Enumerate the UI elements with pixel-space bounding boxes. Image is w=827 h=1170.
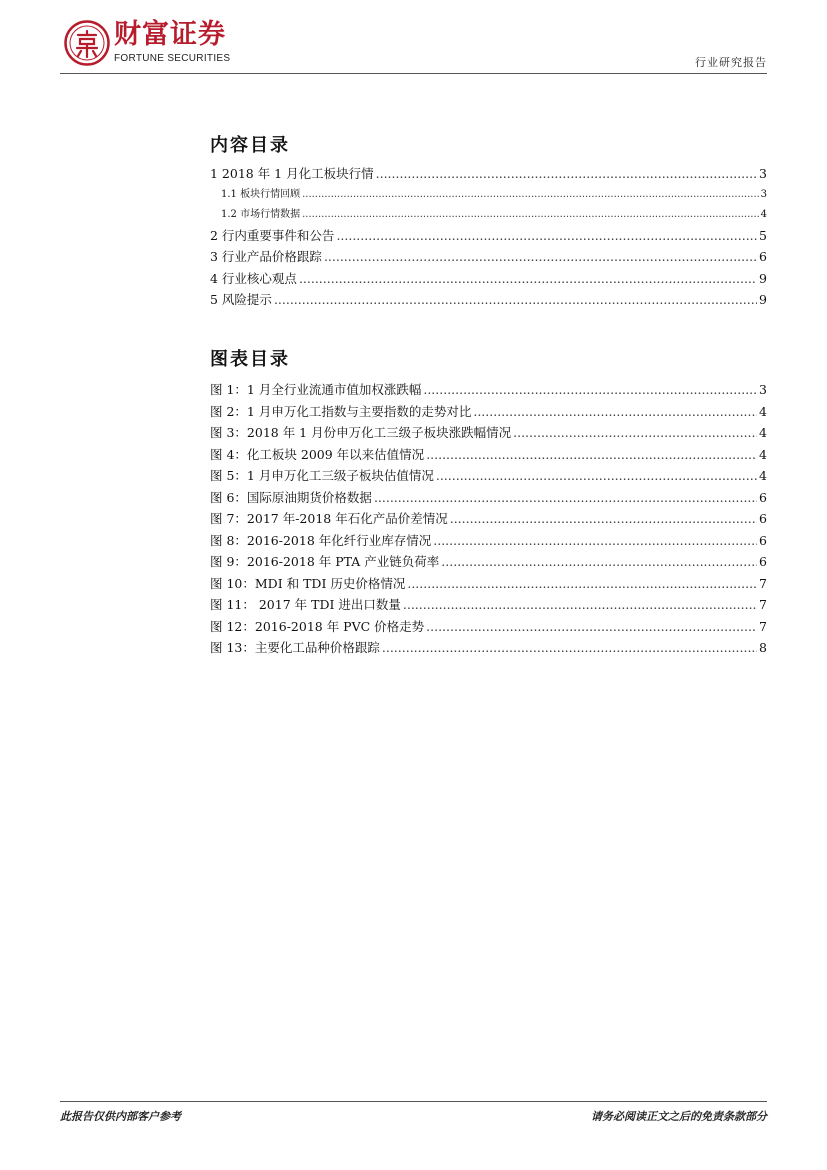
footer-internal-notice: 此报告仅供内部客户参考 bbox=[60, 1110, 181, 1123]
dot-leader bbox=[302, 205, 759, 225]
toc-entry-title: 图 1：1 月全行业流通市值加权涨跌幅 bbox=[210, 382, 422, 397]
dot-leader bbox=[450, 508, 757, 530]
dot-leader bbox=[382, 637, 757, 659]
toc-entry-title: 5 风险提示 bbox=[210, 292, 272, 307]
logo-chinese-name: 财富证券 bbox=[114, 19, 226, 50]
toc-entry-title: 图 3：2018 年 1 月份申万化工三级子板块涨跌幅情况 bbox=[210, 425, 512, 440]
toc-entry[interactable] bbox=[210, 289, 767, 311]
dot-leader bbox=[426, 616, 757, 638]
figures-section bbox=[210, 346, 767, 659]
toc-entry[interactable] bbox=[210, 444, 767, 466]
contents-section bbox=[210, 132, 767, 311]
toc-entry[interactable] bbox=[210, 487, 767, 509]
toc-entry-page: 3 bbox=[760, 188, 767, 200]
dot-leader bbox=[376, 163, 757, 185]
footer-disclaimer-notice: 请务必阅读正文之后的免责条款部分 bbox=[591, 1110, 767, 1123]
toc-entry-title: 3 行业产品价格跟踪 bbox=[210, 249, 322, 264]
toc-entry[interactable] bbox=[210, 616, 767, 638]
toc-entry[interactable] bbox=[210, 163, 767, 185]
toc-entry-page: 9 bbox=[759, 270, 767, 286]
contents-list bbox=[210, 163, 767, 311]
toc-entry[interactable] bbox=[210, 465, 767, 487]
contents-title: 内容目录 bbox=[210, 135, 290, 156]
toc-entry-page: 6 bbox=[759, 489, 767, 505]
dot-leader bbox=[436, 465, 757, 487]
toc-entry-page: 4 bbox=[759, 446, 767, 462]
toc-entry-page: 8 bbox=[759, 640, 767, 655]
toc-entry-page: 7 bbox=[759, 575, 767, 591]
toc-entry[interactable] bbox=[210, 637, 767, 659]
toc-entry-page: 3 bbox=[759, 166, 767, 181]
toc-entry-page: 7 bbox=[759, 597, 767, 612]
toc-entry-page: 4 bbox=[759, 425, 767, 440]
dot-leader bbox=[324, 246, 757, 268]
toc-entry-title: 图 8：2016-2018 年化纤行业库存情况 bbox=[210, 532, 432, 548]
toc-entry-title: 1.2 市场行情数据 bbox=[221, 208, 301, 220]
dot-leader bbox=[433, 530, 757, 552]
toc-entry-title: 图 13：主要化工品种价格跟踪 bbox=[210, 640, 380, 655]
dot-leader bbox=[274, 289, 757, 311]
toc-entry[interactable] bbox=[210, 573, 767, 595]
dot-leader bbox=[407, 573, 757, 595]
toc-entry-title: 图 4：化工板块 2009 年以来估值情况 bbox=[210, 446, 425, 462]
figures-title: 图表目录 bbox=[210, 349, 290, 370]
document-type: 行业研究报告 bbox=[695, 56, 767, 69]
toc-entry-title: 图 9：2016-2018 年 PTA 产业链负荷率 bbox=[210, 554, 440, 569]
toc-entry[interactable] bbox=[210, 530, 767, 552]
toc-entry[interactable] bbox=[210, 185, 767, 205]
dot-leader bbox=[336, 225, 757, 247]
toc-entry-title: 图 12：2016-2018 年 PVC 价格走势 bbox=[210, 618, 425, 634]
toc-entry-page: 6 bbox=[759, 532, 767, 548]
toc-entry-page: 5 bbox=[759, 227, 767, 243]
toc-entry-title: 图 10：MDI 和 TDI 历史价格情况 bbox=[210, 575, 406, 591]
dot-leader bbox=[426, 444, 757, 466]
toc-entry[interactable] bbox=[210, 422, 767, 444]
toc-entry-page: 6 bbox=[759, 249, 767, 264]
figures-list bbox=[210, 379, 767, 659]
toc-entry-title: 图 5：1 月申万化工三级子板块估值情况 bbox=[210, 468, 434, 483]
dot-leader bbox=[423, 379, 757, 401]
header-divider bbox=[60, 73, 767, 74]
toc-entry[interactable] bbox=[210, 246, 767, 268]
company-logo bbox=[64, 20, 230, 66]
toc-entry-title: 4 行业核心观点 bbox=[210, 270, 297, 286]
toc-entry-page: 6 bbox=[759, 511, 767, 526]
toc-entry-page: 4 bbox=[759, 403, 767, 419]
toc-entry-page: 9 bbox=[759, 292, 767, 307]
toc-entry-page: 6 bbox=[759, 554, 767, 569]
toc-entry[interactable] bbox=[210, 205, 767, 225]
page-header bbox=[0, 0, 827, 80]
toc-entry[interactable] bbox=[210, 225, 767, 247]
toc-entry[interactable] bbox=[210, 379, 767, 401]
toc-entry-page: 4 bbox=[759, 468, 767, 483]
toc-entry[interactable] bbox=[210, 594, 767, 616]
footer-divider bbox=[60, 1101, 767, 1102]
toc-entry-page: 3 bbox=[759, 382, 767, 397]
toc-entry-title: 图 6：国际原油期货价格数据 bbox=[210, 489, 372, 505]
toc-entry-title: 2 行内重要事件和公告 bbox=[210, 227, 335, 243]
toc-entry[interactable] bbox=[210, 401, 767, 423]
toc-entry[interactable] bbox=[210, 551, 767, 573]
dot-leader bbox=[299, 268, 757, 290]
toc-entry[interactable] bbox=[210, 508, 767, 530]
toc-entry[interactable] bbox=[210, 268, 767, 290]
logo-english-name: FORTUNE SECURITIES bbox=[114, 53, 231, 64]
toc-entry-title: 图 7：2017 年-2018 年石化产品价差情况 bbox=[210, 511, 448, 526]
toc-entry-title: 1.1 板块行情回顾 bbox=[221, 188, 301, 200]
dot-leader bbox=[374, 487, 757, 509]
toc-entry-page: 4 bbox=[760, 208, 767, 220]
toc-entry-title: 图 2：1 月申万化工指数与主要指数的走势对比 bbox=[210, 403, 472, 419]
dot-leader bbox=[302, 185, 759, 205]
toc-entry-page: 7 bbox=[759, 618, 767, 634]
toc-entry-title: 图 11： 2017 年 TDI 进出口数量 bbox=[210, 597, 401, 612]
fortune-securities-logo-icon bbox=[64, 20, 110, 66]
dot-leader bbox=[441, 551, 757, 573]
dot-leader bbox=[403, 594, 757, 616]
toc-entry-title: 1 2018 年 1 月化工板块行情 bbox=[210, 166, 374, 181]
dot-leader bbox=[473, 401, 757, 423]
dot-leader bbox=[513, 422, 757, 444]
